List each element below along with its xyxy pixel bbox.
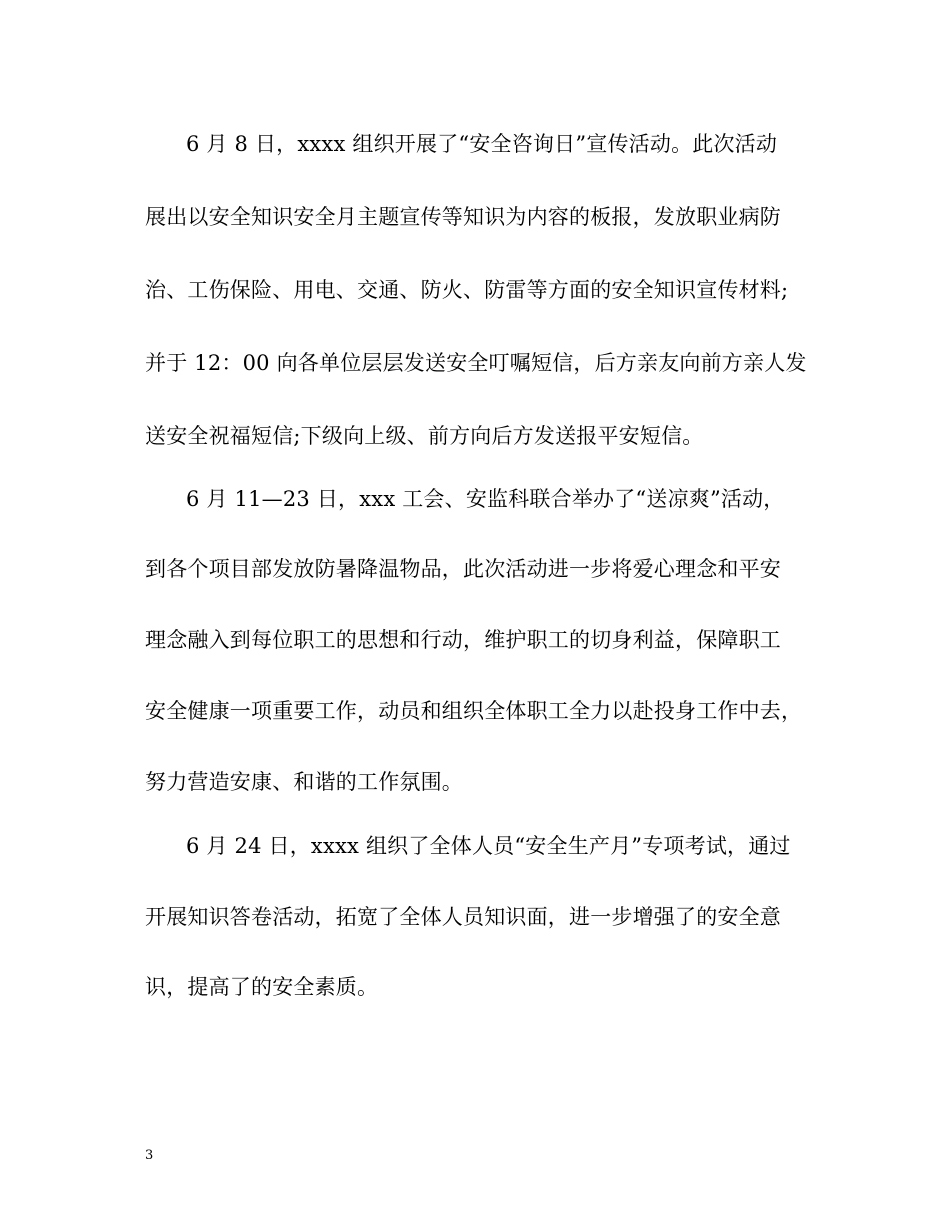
paragraph-2-line-4: 安全健康一项重要工作，动员和组织全体职工全力以赴投身工作中去， [145, 699, 803, 723]
paragraph-3-line-2: 开展知识答卷活动，拓宽了全体人员知识面，进一步增强了的安全意 [145, 905, 781, 929]
paragraph-2-line-3: 理念融入到每位职工的思想和行动，维护职工的切身利益，保障职工 [145, 628, 781, 652]
paragraph-1-line-5: 送安全祝福短信;下级向上级、前方向后方发送报平安短信。 [145, 424, 704, 448]
paragraph-3-line-1: 6 月 24 日，xxxx 组织了全体人员“安全生产月”专项考试，通过 [186, 834, 791, 858]
paragraph-3-line-3: 识，提高了的安全素质。 [145, 975, 379, 999]
paragraph-1-line-2: 展出以安全知识安全月主题宣传等知识为内容的板报，发放职业病防 [145, 205, 781, 229]
paragraph-1-line-4: 并于 12：00 向各单位层层发送安全叮嘱短信，后方亲友向前方亲人发 [145, 351, 807, 375]
page-number: 3 [145, 1148, 154, 1163]
paragraph-2-line-2: 到各个项目部发放防暑降温物品，此次活动进一步将爱心理念和平安 [145, 557, 781, 581]
paragraph-1-line-1: 6 月 8 日，xxxx 组织开展了“安全咨询日”宣传活动。此次活动 [186, 132, 778, 156]
paragraph-2-line-5: 努力营造安康、和谐的工作氛围。 [145, 770, 463, 794]
paragraph-2-line-1: 6 月 11—23 日，xxx 工会、安监科联合举办了“送凉爽”活动， [186, 487, 785, 511]
paragraph-1-line-3: 治、工伤保险、用电、交通、防火、防雷等方面的安全知识宣传材料; [145, 278, 789, 302]
